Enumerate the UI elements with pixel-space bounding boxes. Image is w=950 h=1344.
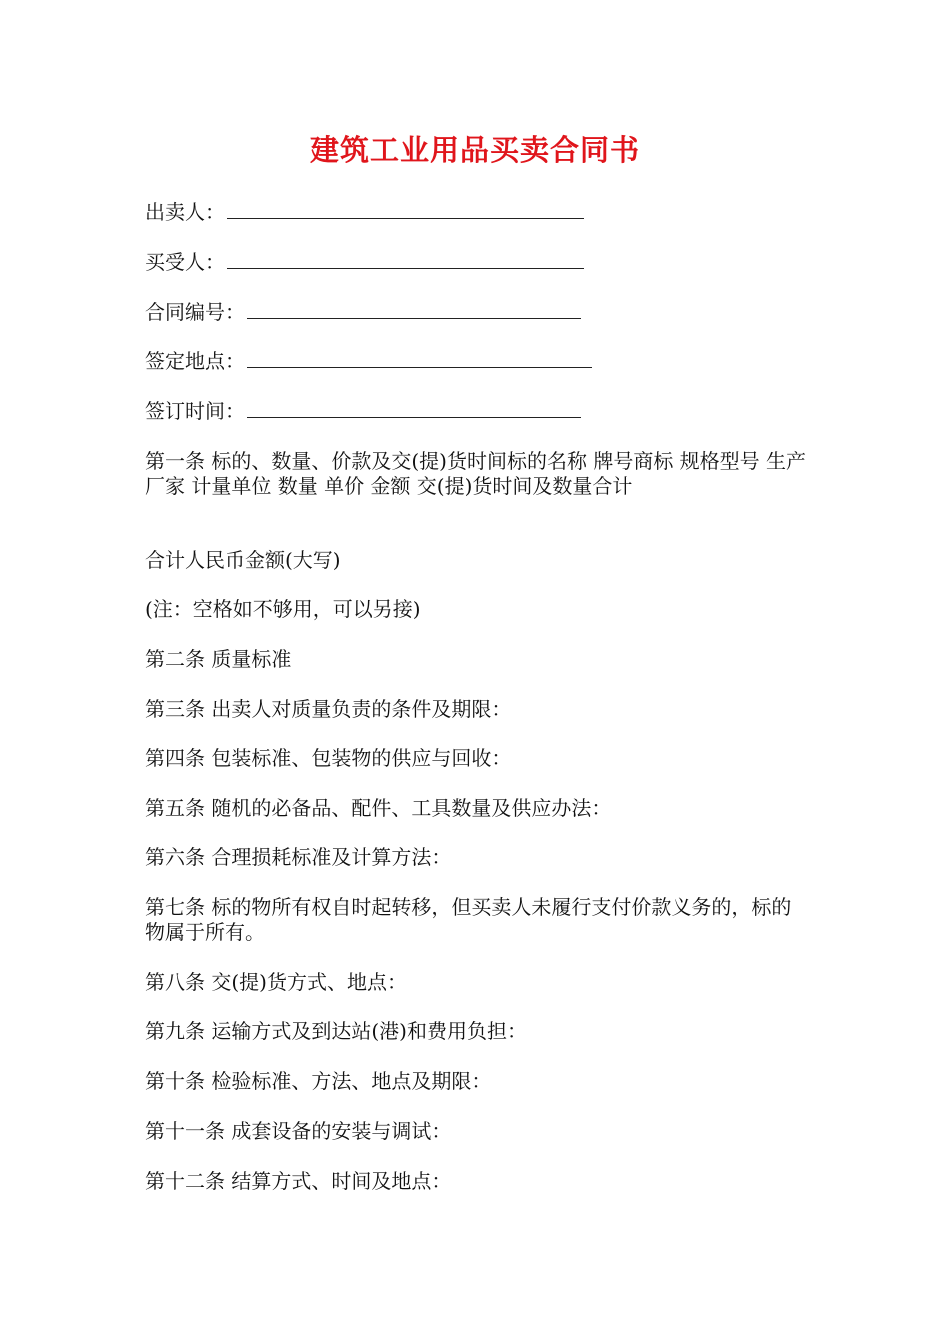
total-amount-line: 合计人民币金额(大写) <box>145 548 341 572</box>
article-2: 第二条 质量标准 <box>145 647 292 671</box>
article-8: 第八条 交(提)货方式、地点： <box>145 970 407 994</box>
article-5: 第五条 随机的必备品、配件、工具数量及供应办法： <box>145 796 612 820</box>
article-12: 第十二条 结算方式、时间及地点： <box>145 1169 452 1193</box>
article-3: 第三条 出卖人对质量负责的条件及期限： <box>145 697 512 721</box>
signing-time-label: 签订时间： <box>145 399 245 423</box>
article-1: 第一条 标的、数量、价款及交(提)货时间标的名称 牌号商标 规格型号 生产厂家 计量单位 数量 单价 金额 交(提)货时间及数量合计 <box>145 449 807 498</box>
contract-number-field <box>145 298 581 326</box>
signing-place-field <box>145 347 592 375</box>
seller-blank-line <box>227 198 584 219</box>
article-11: 第十一条 成套设备的安装与调试： <box>145 1119 452 1143</box>
signing-time-field <box>145 397 581 425</box>
contract-number-label: 合同编号： <box>145 300 245 324</box>
buyer-field <box>145 248 584 276</box>
article-6: 第六条 合理损耗标准及计算方法： <box>145 845 452 869</box>
seller-field <box>145 198 584 226</box>
contract-number-blank-line <box>247 298 581 319</box>
signing-time-blank-line <box>247 397 581 418</box>
note-line: (注：空格如不够用，可以另接) <box>145 597 421 621</box>
document-title: 建筑工业用品买卖合同书 <box>309 133 640 167</box>
seller-label: 出卖人： <box>145 200 225 224</box>
signing-place-label: 签定地点： <box>145 349 245 373</box>
buyer-label: 买受人： <box>145 250 225 274</box>
article-9: 第九条 运输方式及到达站(港)和费用负担： <box>145 1019 527 1043</box>
buyer-blank-line <box>227 248 584 269</box>
article-10: 第十条 检验标准、方法、地点及期限： <box>145 1069 492 1093</box>
signing-place-blank-line <box>247 347 592 368</box>
article-4: 第四条 包装标准、包装物的供应与回收： <box>145 746 512 770</box>
article-7: 第七条 标的物所有权自时起转移，但买卖人未履行支付价款义务的，标的物属于所有。 <box>145 895 792 944</box>
